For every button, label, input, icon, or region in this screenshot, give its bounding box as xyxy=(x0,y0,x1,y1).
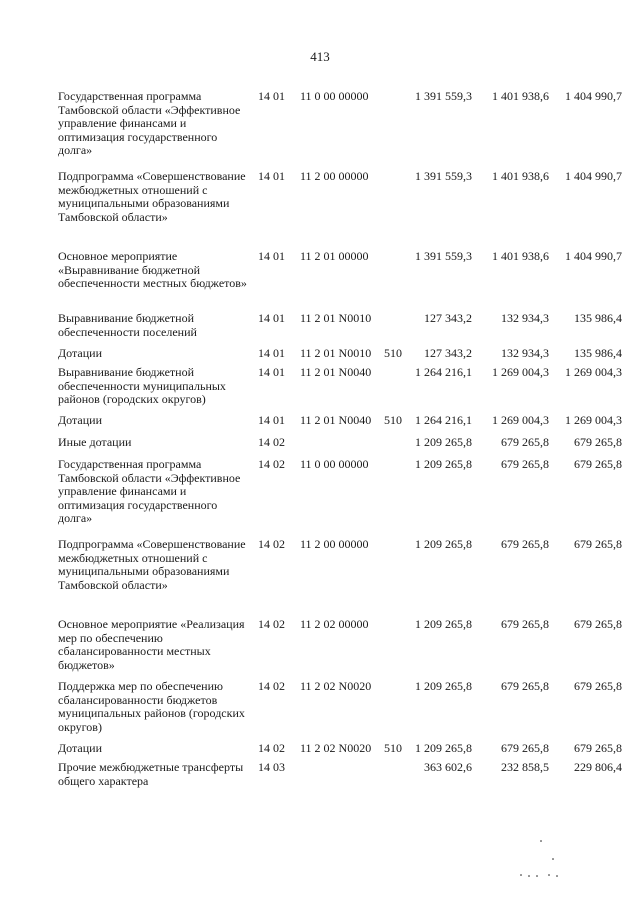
row-section: 14 01 xyxy=(258,346,285,360)
row-value-year-3: 1 404 990,7 xyxy=(565,89,622,103)
row-name: Государственная программа Тамбовской области «Эффективное управление финансами и оптимизация государственного долга» xyxy=(58,89,241,157)
row-section: 14 03 xyxy=(258,760,285,774)
row-section: 14 02 xyxy=(258,679,285,693)
row-value-year-1: 1 209 265,8 xyxy=(415,679,472,693)
row-name: Подпрограмма «Совершенствование межбюджетных отношений с муниципальными образованиями Тамбовской области» xyxy=(58,537,246,592)
row-value-year-3: 679 265,8 xyxy=(574,617,622,631)
row-target-code: 11 2 01 00000 xyxy=(300,249,369,263)
row-target-code: 11 2 00 00000 xyxy=(300,537,369,551)
row-target-code: 11 0 00 00000 xyxy=(300,89,369,103)
row-target-code: 11 2 01 N0010 xyxy=(300,311,372,325)
row-target-code: 11 2 01 N0040 xyxy=(300,413,372,427)
row-target-code: 11 2 02 00000 xyxy=(300,617,369,631)
row-section: 14 01 xyxy=(258,413,285,427)
row-value-year-2: 679 265,8 xyxy=(501,679,549,693)
row-value-year-2: 679 265,8 xyxy=(501,617,549,631)
row-value-year-1: 1 264 216,1 xyxy=(415,365,472,379)
row-value-year-1: 1 209 265,8 xyxy=(415,457,472,471)
row-value-year-2: 1 401 938,6 xyxy=(492,169,549,183)
row-target-code: 11 2 02 N0020 xyxy=(300,741,372,755)
row-value-year-3: 135 986,4 xyxy=(574,311,622,325)
row-value-year-3: 679 265,8 xyxy=(574,537,622,551)
row-name: Основное мероприятие «Выравнивание бюджетной обеспеченности местных бюджетов» xyxy=(58,249,247,290)
row-section: 14 02 xyxy=(258,435,285,449)
row-value-year-1: 363 602,6 xyxy=(424,760,472,774)
row-value-year-3: 679 265,8 xyxy=(574,679,622,693)
row-value-year-3: 135 986,4 xyxy=(574,346,622,360)
row-section: 14 02 xyxy=(258,741,285,755)
row-target-code: 11 2 02 N0020 xyxy=(300,679,372,693)
row-section: 14 02 xyxy=(258,537,285,551)
page-number: 413 xyxy=(310,49,330,64)
row-name: Подпрограмма «Совершенствование межбюджетных отношений с муниципальными образованиями Тамбовской области» xyxy=(58,169,246,224)
row-value-year-3: 229 806,4 xyxy=(574,760,622,774)
row-value-year-2: 679 265,8 xyxy=(501,457,549,471)
row-value-year-1: 1 209 265,8 xyxy=(415,617,472,631)
row-value-year-2: 132 934,3 xyxy=(501,311,549,325)
row-value-year-2: 1 269 004,3 xyxy=(492,413,549,427)
row-value-year-1: 1 391 559,3 xyxy=(415,249,472,263)
row-value-year-2: 1 401 938,6 xyxy=(492,249,549,263)
row-section: 14 01 xyxy=(258,249,285,263)
row-value-year-2: 1 401 938,6 xyxy=(492,89,549,103)
row-value-year-2: 232 858,5 xyxy=(501,760,549,774)
row-value-year-1: 1 209 265,8 xyxy=(415,537,472,551)
row-value-year-1: 1 391 559,3 xyxy=(415,89,472,103)
row-expense-type: 510 xyxy=(384,346,402,360)
row-name: Дотации xyxy=(58,413,103,427)
row-value-year-3: 1 404 990,7 xyxy=(565,249,622,263)
row-name: Дотации xyxy=(58,346,103,360)
row-expense-type: 510 xyxy=(384,741,402,755)
row-value-year-3: 679 265,8 xyxy=(574,741,622,755)
row-name: Основное мероприятие «Реализация мер по обеспечению сбалансированности местных бюджетов» xyxy=(58,617,245,672)
row-section: 14 01 xyxy=(258,365,285,379)
row-value-year-1: 1 209 265,8 xyxy=(415,741,472,755)
row-value-year-2: 679 265,8 xyxy=(501,435,549,449)
row-expense-type: 510 xyxy=(384,413,402,427)
row-value-year-2: 679 265,8 xyxy=(501,741,549,755)
row-section: 14 01 xyxy=(258,89,285,103)
row-section: 14 02 xyxy=(258,617,285,631)
row-value-year-1: 1 209 265,8 xyxy=(415,435,472,449)
row-value-year-2: 679 265,8 xyxy=(501,537,549,551)
row-name: Выравнивание бюджетной обеспеченности поселений xyxy=(58,311,197,339)
row-value-year-3: 1 269 004,3 xyxy=(565,413,622,427)
row-value-year-3: 1 269 004,3 xyxy=(565,365,622,379)
scan-specks xyxy=(500,838,580,888)
row-name: Государственная программа Тамбовской области «Эффективное управление финансами и оптимизация государственного долга» xyxy=(58,457,241,525)
row-name: Поддержка мер по обеспечению сбалансированности бюджетов муниципальных районов (городских округов) xyxy=(58,679,245,734)
row-target-code: 11 2 00 00000 xyxy=(300,169,369,183)
row-value-year-2: 132 934,3 xyxy=(501,346,549,360)
row-name: Выравнивание бюджетной обеспеченности муниципальных районов (городских округов) xyxy=(58,365,226,406)
row-section: 14 01 xyxy=(258,169,285,183)
row-target-code: 11 2 01 N0010 xyxy=(300,346,372,360)
row-name: Прочие межбюджетные трансферты общего характера xyxy=(58,760,244,788)
row-name: Иные дотации xyxy=(58,435,132,449)
row-target-code: 11 0 00 00000 xyxy=(300,457,369,471)
row-value-year-2: 1 269 004,3 xyxy=(492,365,549,379)
row-section: 14 02 xyxy=(258,457,285,471)
row-target-code: 11 2 01 N0040 xyxy=(300,365,372,379)
row-section: 14 01 xyxy=(258,311,285,325)
row-value-year-3: 679 265,8 xyxy=(574,457,622,471)
row-value-year-1: 127 343,2 xyxy=(424,311,472,325)
row-name: Дотации xyxy=(58,741,103,755)
row-value-year-3: 1 404 990,7 xyxy=(565,169,622,183)
row-value-year-1: 1 391 559,3 xyxy=(415,169,472,183)
row-value-year-3: 679 265,8 xyxy=(574,435,622,449)
row-value-year-1: 1 264 216,1 xyxy=(415,413,472,427)
row-value-year-1: 127 343,2 xyxy=(424,346,472,360)
